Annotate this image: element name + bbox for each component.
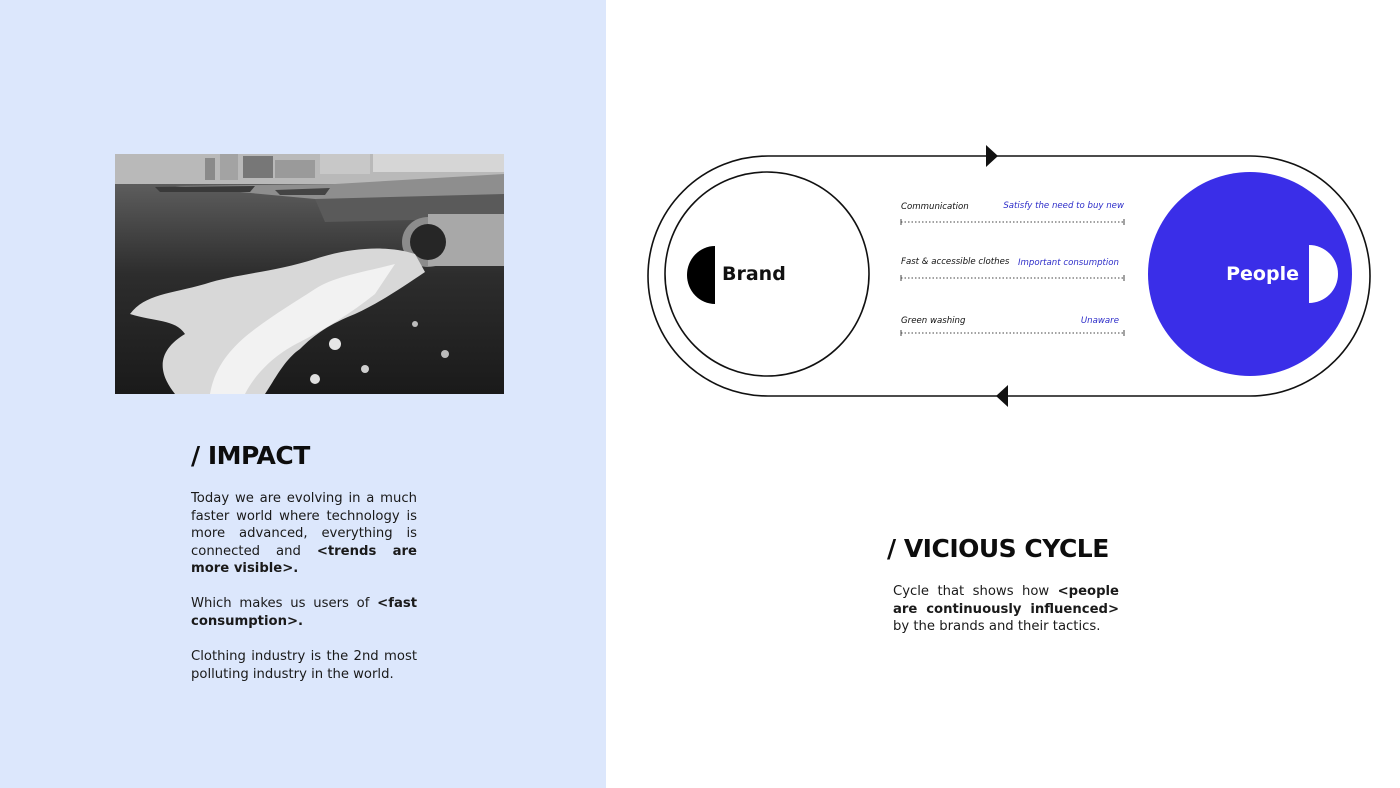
arrow-right-icon	[986, 145, 998, 167]
row-right-label: Satisfy the need to buy new	[1003, 201, 1124, 211]
impact-paragraph-2: Which makes us users of <fast consumption>.	[191, 596, 417, 629]
row-left-label: Green washing	[901, 316, 966, 326]
cycle-row	[901, 201, 1125, 225]
row-left-label: Fast & accessible clothes	[901, 257, 1010, 267]
impact-paragraph-1: Today we are evolving in a much faster world where technology is more advanced, everything is connected and <trends are more visible>.	[191, 491, 418, 577]
impact-title: / IMPACT	[191, 441, 310, 470]
cycle-row	[901, 257, 1124, 281]
brand-label: Brand	[722, 263, 786, 285]
arrow-left-icon	[996, 385, 1008, 407]
vicious-cycle-title: / VICIOUS CYCLE	[887, 534, 1109, 563]
vicious-cycle-paragraph: Cycle that shows how <people are continuously influenced> by the brands and their tactics.	[893, 584, 1119, 635]
row-left-label: Communication	[901, 202, 969, 212]
cycle-row	[901, 316, 1124, 336]
row-right-label: Important consumption	[1018, 258, 1119, 268]
impact-paragraph-3: Clothing industry is the 2nd most polluting industry in the world.	[191, 649, 417, 682]
people-label: People	[1226, 263, 1299, 285]
row-right-label: Unaware	[1080, 316, 1119, 326]
